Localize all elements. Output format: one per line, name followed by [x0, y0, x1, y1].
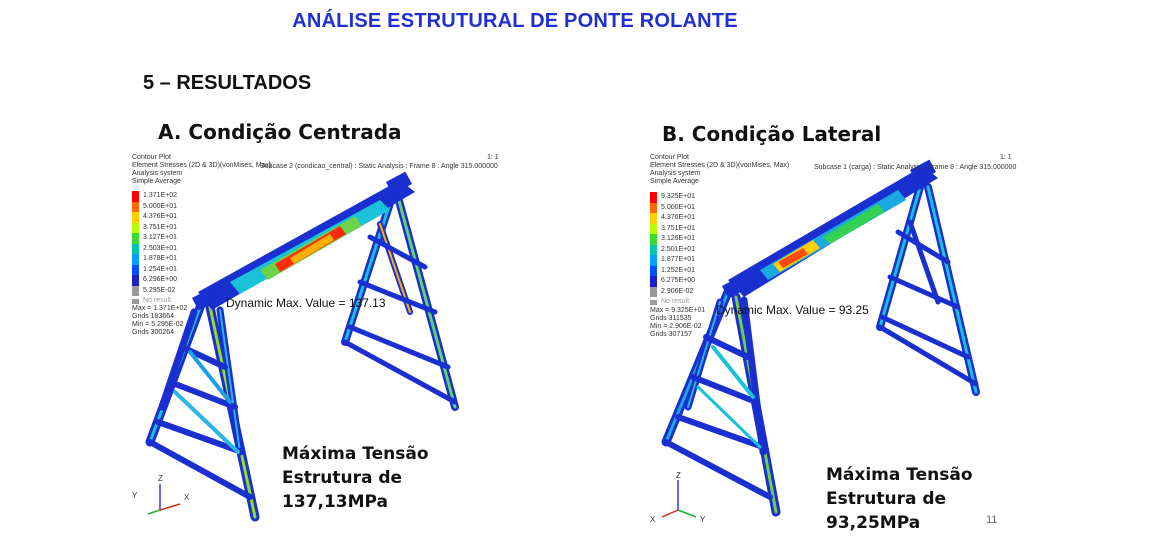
legend-swatch [650, 245, 657, 256]
page-number: 11 [986, 514, 998, 526]
min-max-stats: Max = 1.371E+02 Grids 183664 Min = 5.295E-02 Grids 300264 [132, 305, 188, 336]
legend-value: 5.295E-02 [143, 286, 176, 294]
legend-value: 3.126E+01 [661, 235, 696, 242]
legend-swatch [132, 191, 139, 202]
legend-value: 5.000E+01 [143, 202, 178, 210]
fea-plot-lateral [648, 152, 1028, 533]
min-max-stats: Max = 9.325E+01 Grids 311535 Min = 2.906E-02 Grids 307157 [650, 307, 706, 338]
legend-value: No result [143, 297, 172, 304]
legend-swatch [132, 233, 139, 244]
legend-entry [650, 255, 720, 266]
legend-value: 1.878E+01 [143, 255, 178, 262]
legend-value: 4.376E+01 [661, 214, 696, 221]
slide-title: ANÁLISE ESTRUTURAL DE PONTE ROLANTE [292, 10, 738, 32]
legend-entry [650, 234, 720, 245]
legend-swatch [650, 224, 657, 235]
legend-value: 6.296E+00 [143, 276, 178, 283]
legend-swatch [650, 300, 657, 305]
max-stress-label: Máxima Tensão [826, 465, 973, 485]
legend-swatch [650, 287, 657, 298]
dynamic-max-value: Dynamic Max. Value = 137.13 [226, 296, 386, 310]
scale-ratio: 1: 1 [487, 154, 499, 161]
legend-swatch [132, 299, 139, 304]
subcase-label: Subcase 2 (condicao_central) : Static Analysis : Frame 8 : Angle 315.000000 [260, 163, 498, 170]
legend-entry [132, 233, 202, 244]
axis-label-z: Z [676, 471, 681, 480]
legend-value: 2.503E+01 [143, 244, 178, 252]
legend-entry [132, 275, 202, 286]
legend-entry [132, 212, 202, 223]
legend-entry [650, 266, 720, 277]
legend-swatch [132, 223, 139, 234]
legend-entry [132, 254, 202, 265]
legend-value: 3.751E+01 [661, 224, 696, 232]
legend-value: 2.906E-02 [661, 287, 694, 295]
axis-label-z: Z [158, 474, 163, 483]
legend-value: 1.254E+01 [143, 265, 178, 273]
legend-entry [650, 213, 720, 224]
legend-swatch [650, 234, 657, 245]
legend-entry [132, 286, 202, 297]
subtitle-centered: A. Condição Centrada [158, 120, 402, 144]
legend-swatch [132, 212, 139, 223]
subcase-label: Subcase 1 (carga) : Static Analysis : Frame 8 : Angle 315.000000 [814, 164, 1017, 171]
legend-value: 6.275E+00 [661, 277, 696, 284]
legend-swatch [132, 202, 139, 213]
subtitle-lateral: B. Condição Lateral [662, 122, 882, 146]
legend-swatch [132, 265, 139, 276]
contour-header: Contour Plot Element Stresses (2D & 3D)(vonMises, Max) Analysis system Simple Average [650, 154, 790, 185]
max-stress-label: Máxima Tensão [282, 444, 429, 464]
legend-entry [132, 191, 202, 202]
legend-swatch [650, 213, 657, 224]
axis-triad-icon [648, 470, 708, 530]
legend-entry-no-result [650, 297, 720, 308]
legend-entry [132, 244, 202, 255]
contour-legend [132, 191, 202, 307]
axis-label-x: X [184, 493, 190, 502]
legend-swatch [132, 275, 139, 286]
legend-swatch [650, 192, 657, 203]
legend-swatch [132, 244, 139, 255]
legend-value: 5.000E+01 [661, 203, 696, 211]
max-stress-caption [826, 463, 1028, 535]
legend-entry [132, 202, 202, 213]
contour-header: Contour Plot Element Stresses (2D & 3D)(vonMises, Max) Analysis system Simple Average [132, 154, 272, 185]
legend-entry [650, 287, 720, 298]
max-stress-value: Estrutura de 93,25MPa [826, 489, 947, 533]
legend-swatch [650, 203, 657, 214]
legend-swatch [650, 255, 657, 266]
max-stress-caption [282, 442, 510, 514]
legend-entry [132, 265, 202, 276]
axis-label-x: X [650, 515, 656, 524]
legend-value: No result [661, 298, 690, 305]
legend-value: 3.751E+01 [143, 223, 178, 231]
legend-entry [650, 203, 720, 214]
axis-triad-icon [130, 470, 190, 530]
legend-value: 1.371E+02 [143, 192, 178, 199]
legend-swatch [650, 266, 657, 277]
legend-swatch [650, 276, 657, 287]
legend-value: 4.376E+01 [143, 213, 178, 220]
legend-entry [650, 276, 720, 287]
fea-plot-centered [130, 152, 510, 527]
legend-swatch [132, 286, 139, 297]
legend-entry [132, 223, 202, 234]
legend-entry [650, 245, 720, 256]
legend-value: 2.501E+01 [661, 245, 696, 253]
legend-value: 1.877E+01 [661, 256, 696, 263]
max-stress-value: Estrutura de 137,13MPa [282, 468, 403, 512]
legend-entry [650, 192, 720, 203]
contour-legend [650, 192, 720, 308]
legend-entry [650, 224, 720, 235]
axis-label-y: Y [700, 515, 706, 524]
dynamic-max-value: Dynamic Max. Value = 93.25 [716, 303, 869, 317]
section-heading: 5 – RESULTADOS [143, 72, 312, 94]
axis-label-y: Y [132, 491, 138, 500]
legend-swatch [132, 254, 139, 265]
legend-value: 3.127E+01 [143, 234, 178, 241]
legend-value: 9.325E+01 [661, 193, 696, 200]
legend-value: 1.252E+01 [661, 266, 696, 274]
scale-ratio: 1: 1 [1000, 154, 1012, 161]
